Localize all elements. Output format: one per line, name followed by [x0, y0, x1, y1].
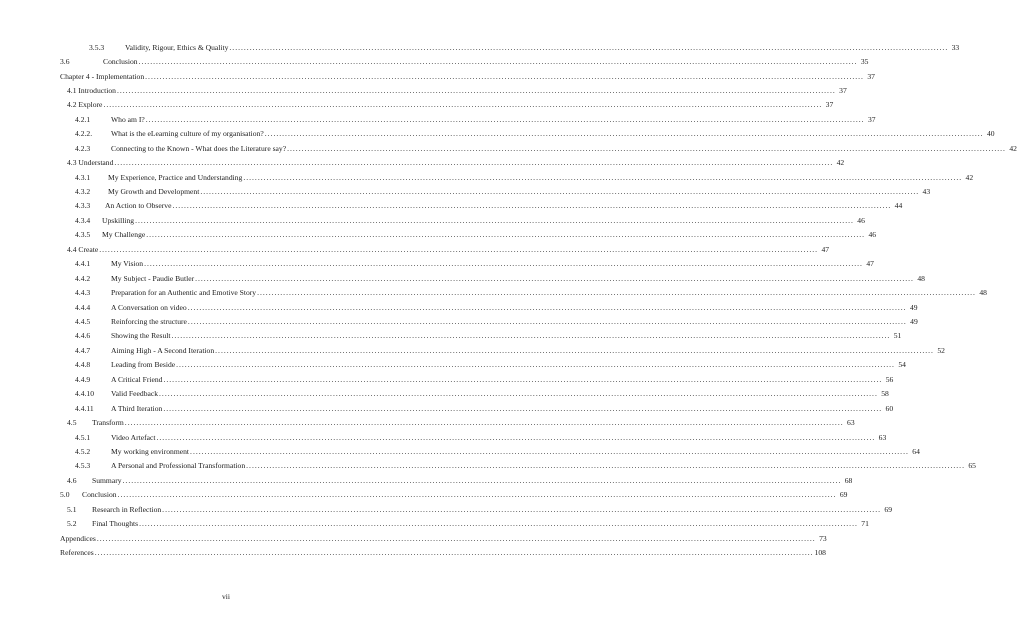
toc-entry-title: A Personal and Professional Transformation — [111, 461, 246, 470]
toc-entry-page: 63 — [847, 418, 855, 427]
toc-entry-4-3-1 — [60, 172, 974, 184]
toc-entry-4-2-3 — [60, 143, 1017, 155]
toc-entry-number: 4.3.3 — [75, 201, 91, 210]
toc-entry-number: 4.5 — [67, 418, 77, 427]
toc-leader-dots — [117, 85, 836, 97]
toc-entry-title: Reinforcing the structure — [111, 317, 187, 326]
toc-entry-title: An Action to Observe — [105, 201, 172, 210]
toc-leader-dots — [114, 157, 833, 169]
toc-leader-dots — [139, 56, 858, 68]
toc-entry-number: 4.4.2 — [75, 274, 91, 283]
toc-entry-number: 4.3.2 — [75, 187, 91, 196]
toc-entry-5-1 — [60, 504, 892, 516]
toc-leader-dots — [188, 302, 907, 314]
toc-entry-page: 51 — [893, 331, 902, 340]
toc-entry-page: 65 — [968, 461, 976, 470]
toc-entry-title: Appendices — [60, 534, 96, 543]
toc-entry-title: Research in Reflection — [92, 505, 162, 514]
toc-entry-page: 48 — [979, 288, 987, 297]
toc-entry-page: 46 — [857, 216, 865, 225]
toc-entry-number: 4.6 — [67, 476, 77, 485]
toc-entry-page: 108 — [814, 548, 826, 557]
toc-entry-title: 4.2 Explore — [67, 100, 103, 109]
toc-leader-dots — [118, 489, 837, 501]
toc-entry-number: 3.5.3 — [89, 43, 105, 52]
toc-entry-page: 49 — [910, 317, 918, 326]
toc-entry-number: 5.0 — [60, 490, 70, 499]
toc-leader-dots — [125, 417, 844, 429]
toc-entry-number: 4.4.1 — [75, 259, 91, 268]
toc-entry-page: 64 — [912, 447, 920, 456]
toc-entry-title: Video Artefact — [111, 433, 156, 442]
toc-entry-title: My Experience, Practice and Understanding — [108, 173, 243, 182]
toc-entry-page: 54 — [898, 360, 906, 369]
toc-entry-4-4 — [60, 244, 830, 256]
toc-entry-title: Leading from Beside — [111, 360, 176, 369]
toc-leader-dots — [95, 547, 814, 559]
toc-entry-4-3-3 — [60, 200, 903, 212]
toc-entry-page: 37 — [867, 72, 875, 81]
toc-entry-4-4-10 — [60, 388, 889, 400]
toc-entry-page: 44 — [894, 201, 903, 210]
toc-leader-dots — [123, 475, 842, 487]
toc-entry-title: What is the eLearning culture of my organisation? — [111, 129, 264, 138]
toc-entry-page: 42 — [1009, 144, 1017, 153]
toc-entry-appendices — [60, 533, 827, 545]
toc-entry-4-5-1 — [60, 432, 887, 444]
toc-leader-dots — [176, 359, 895, 371]
toc-leader-dots — [97, 533, 816, 545]
toc-entry-4-4-8 — [60, 359, 906, 371]
toc-entry-4-4-1 — [60, 258, 874, 270]
toc-entry-page: 43 — [922, 187, 931, 196]
toc-entry-number: 4.4.6 — [75, 331, 91, 340]
toc-entry-number: 4.2.2. — [75, 129, 93, 138]
toc-entry-5-0 — [60, 489, 848, 501]
toc-entry-title: My Vision — [111, 259, 144, 268]
toc-entry-title: Final Thoughts — [92, 519, 139, 528]
toc-entry-number: 5.2 — [67, 519, 77, 528]
toc-leader-dots — [172, 330, 891, 342]
toc-entry-page: 48 — [917, 274, 925, 283]
toc-entry-title: Conclusion — [103, 57, 138, 66]
toc-leader-dots — [257, 287, 976, 299]
toc-entry-title: My Growth and Development — [108, 187, 200, 196]
toc-entry-page: 47 — [821, 245, 830, 254]
toc-entry-title: References — [60, 548, 94, 557]
toc-entry-title: A Third Iteration — [111, 404, 163, 413]
toc-entry-page: 33 — [951, 43, 960, 52]
toc-entry-title: Who am I? — [111, 115, 145, 124]
toc-entry-page: 37 — [839, 86, 847, 95]
toc-entry-title: Transform — [92, 418, 124, 427]
toc-entry-4-2-1 — [60, 114, 876, 126]
toc-leader-dots — [287, 143, 1006, 155]
toc-entry-page: 46 — [868, 230, 877, 239]
toc-entry-title: Aiming High - A Second Iteration — [111, 346, 215, 355]
toc-entry-title: Showing the Result — [111, 331, 171, 340]
toc-entry-page: 69 — [839, 490, 848, 499]
toc-leader-dots — [144, 258, 863, 270]
toc-entry-number: 4.2.3 — [75, 144, 91, 153]
toc-leader-dots — [162, 504, 881, 516]
toc-entry-title: My working environment — [111, 447, 190, 456]
toc-entry-title: Upskilling — [102, 216, 135, 225]
toc-entry-4-3-2 — [60, 186, 931, 198]
toc-entry-page: 42 — [836, 158, 845, 167]
toc-entry-number: 5.1 — [67, 505, 77, 514]
toc-entry-number: 4.5.1 — [75, 433, 91, 442]
toc-entry-number: 4.4.9 — [75, 375, 91, 384]
toc-leader-dots — [243, 172, 962, 184]
toc-entry-number: 4.4.5 — [75, 317, 91, 326]
toc-entry-number: 4.3.4 — [75, 216, 91, 225]
toc-entry-number: 3.6 — [60, 57, 70, 66]
toc-entry-page: 68 — [844, 476, 853, 485]
toc-leader-dots — [135, 215, 854, 227]
toc-entry-4-5-3 — [60, 460, 976, 472]
toc-entry-4-2 — [60, 99, 834, 111]
toc-entry-title: My Challenge — [102, 230, 146, 239]
toc-entry-title: Summary — [92, 476, 122, 485]
toc-entry-chapter-4 — [60, 71, 875, 83]
toc-leader-dots — [265, 128, 984, 140]
toc-entry-page: 42 — [965, 173, 974, 182]
toc-leader-dots — [146, 114, 865, 126]
toc-entry-title: 4.1 Introduction — [67, 86, 116, 95]
toc-leader-dots — [99, 244, 818, 256]
toc-entry-title: A Critical Friend — [111, 375, 163, 384]
toc-entry-page: 69 — [884, 505, 892, 514]
toc-entry-title: Preparation for an Authentic and Emotive Story — [111, 288, 257, 297]
toc-entry-page: 63 — [878, 433, 887, 442]
toc-leader-dots — [215, 345, 934, 357]
toc-leader-dots — [195, 273, 914, 285]
toc-entry-4-4-11 — [60, 403, 894, 415]
toc-leader-dots — [188, 316, 907, 328]
toc-entry-title: 4.3 Understand — [67, 158, 114, 167]
toc-leader-dots — [146, 229, 865, 241]
toc-entry-number: 4.4.10 — [75, 389, 94, 398]
toc-entry-page: 49 — [909, 303, 918, 312]
toc-entry-4-4-6 — [60, 330, 902, 342]
toc-entry-number: 4.5.3 — [75, 461, 91, 470]
toc-entry-number: 4.4.8 — [75, 360, 91, 369]
toc-entry-number: 4.4.4 — [75, 303, 91, 312]
toc-entry-title: My Subject - Paudie Butler — [111, 274, 195, 283]
toc-entry-page: 37 — [825, 100, 834, 109]
toc-entry-title: Connecting to the Known - What does the Literature say? — [111, 144, 287, 153]
toc-entry-title: Conclusion — [82, 490, 117, 499]
toc-entry-page: 37 — [867, 115, 876, 124]
toc-entry-4-3 — [60, 157, 845, 169]
toc-entry-page: 40 — [986, 129, 995, 138]
toc-leader-dots — [229, 42, 948, 54]
toc-entry-4-6 — [60, 475, 853, 487]
toc-entry-number: 4.3.1 — [75, 173, 91, 182]
toc-entry-4-4-5 — [60, 316, 918, 328]
toc-entry-number: 4.5.2 — [75, 447, 91, 456]
toc-entry-4-2-2 — [60, 128, 995, 140]
toc-leader-dots — [246, 460, 965, 472]
toc-entry-page: 58 — [881, 389, 889, 398]
toc-entry-number: 4.4.11 — [75, 404, 94, 413]
toc-entry-title: Chapter 4 - Implementation — [60, 72, 145, 81]
toc-entry-title: 4.4 Create — [67, 245, 99, 254]
toc-entry-page: 47 — [866, 259, 874, 268]
toc-entry-number: 4.4.3 — [75, 288, 91, 297]
toc-entry-4-5 — [60, 417, 855, 429]
toc-leader-dots — [145, 71, 864, 83]
toc-entry-4-4-3 — [60, 287, 987, 299]
toc-leader-dots — [156, 432, 875, 444]
toc-entry-4-4-2 — [60, 273, 925, 285]
toc-leader-dots — [103, 99, 822, 111]
toc-entry-page: 35 — [860, 57, 869, 66]
toc-leader-dots — [190, 446, 909, 458]
toc-entry-4-5-2 — [60, 446, 920, 458]
toc-entry-number: 4.4.7 — [75, 346, 91, 355]
toc-entry-page: 52 — [937, 346, 945, 355]
toc-entry-number: 4.3.5 — [75, 230, 91, 239]
toc-entry-page: 60 — [885, 404, 894, 413]
toc-leader-dots — [200, 186, 919, 198]
toc-entry-5-2 — [60, 518, 869, 530]
toc-entry-title: A Conversation on video — [111, 303, 187, 312]
toc-entry-title: Validity, Rigour, Ethics & Quality — [125, 43, 229, 52]
toc-leader-dots — [163, 374, 882, 386]
toc-entry-page: 73 — [819, 534, 827, 543]
toc-entry-3-5-3 — [60, 42, 960, 54]
toc-entry-number: 4.2.1 — [75, 115, 91, 124]
toc-entry-3-6 — [60, 56, 869, 68]
toc-entry-4-4-4 — [60, 302, 918, 314]
toc-entry-4-4-7 — [60, 345, 945, 357]
toc-leader-dots — [163, 403, 882, 415]
toc-entry-references — [60, 547, 826, 559]
toc-leader-dots — [159, 388, 878, 400]
toc-leader-dots — [139, 518, 858, 530]
toc-entry-4-3-4 — [60, 215, 865, 227]
page-number: vii — [221, 592, 231, 601]
toc-entry-4-3-5 — [60, 229, 877, 241]
toc-leader-dots — [172, 200, 891, 212]
toc-entry-4-4-9 — [60, 374, 894, 386]
toc-entry-page: 71 — [861, 519, 869, 528]
toc-entry-4-1 — [60, 85, 847, 97]
toc-entry-title: Valid Feedback — [111, 389, 159, 398]
toc-entry-page: 56 — [885, 375, 894, 384]
